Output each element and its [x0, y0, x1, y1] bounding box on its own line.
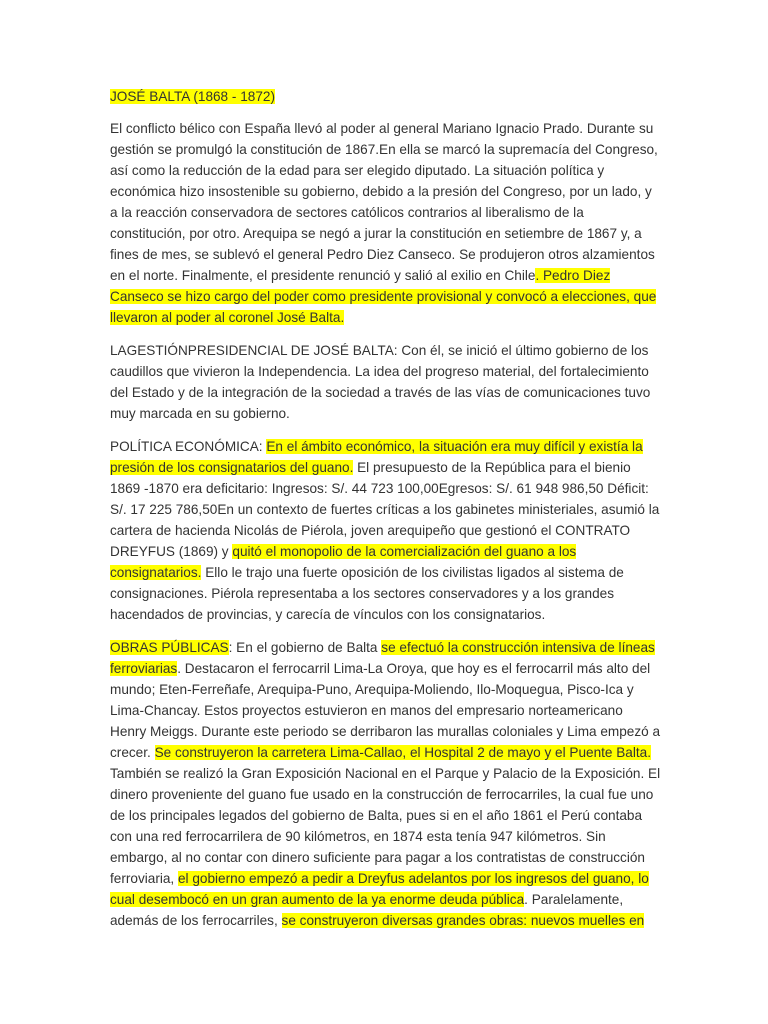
title-highlight: JOSÉ BALTA (1868 - 1872) [110, 89, 275, 104]
paragraph-text: LAGESTIÓNPRESIDENCIAL DE JOSÉ BALTA: Con él, se inició el último gobierno de los caudillos que vivieron la Independencia. La idea del progreso material, del fortalecimiento del Estado y de la integración de la sociedad a través de las vías de comunicaciones tuvo muy marcada en su gobierno. [110, 343, 651, 421]
paragraph-text: . Destacaron el ferrocarril Lima-La Oroya, que hoy es el ferrocarril más alto del mundo; Eten-Ferreñafe, Arequipa-Puno, Arequipa-Moliendo, Ilo-Moquegua, Pisco-Ica y Lima-Chancay. Estos proyectos estuvieron en manos del empresario norteamericano Henry Meiggs. Durante este periodo se derribaron las murallas coloniales y Lima empezó a crecer. [110, 661, 661, 760]
paragraph-text: El presupuesto de la República para el bienio 1869 -1870 era deficitario: Ingresos: S/. 44 723 100,00Egresos: S/. 61 948 986,50 Déficit: S/. 17 225 786,50En un contexto de fuertes críticas a los gabinetes ministeriales, asumió la cartera de hacienda Nicolás de Piérola, joven arequipeño que gestionó el CONTRATO DREYFUS (1869) y [110, 460, 660, 559]
highlighted-text: se efectuó la construcción intensiva de líneas ferroviarias [110, 640, 655, 676]
highlighted-text: el gobierno empezó a pedir a Dreyfus adelantos por los ingresos del guano, lo cual desembocó en un gran aumento de la ya enorme deuda pública [110, 871, 649, 907]
highlighted-text: En el ámbito económico, la situación era muy difícil y existía la presión de los consignatarios del guano. [110, 439, 643, 475]
section-title [110, 86, 662, 107]
paragraph-gestion [110, 340, 662, 424]
section-label: POLÍTICA ECONÓMICA: [110, 439, 267, 454]
paragraph-text: . Paralelamente, además de los ferrocarriles, [110, 892, 624, 928]
paragraph-conflicto [110, 118, 662, 328]
paragraph-obras-publicas [110, 637, 662, 931]
paragraph-text: El conflicto bélico con España llevó al poder al general Mariano Ignacio Prado. Durante su gestión se promulgó la constitución de 1867.En ella se marcó la supremacía del Congreso, así como la reducción de la edad para ser elegido diputado. La situación política y económica hizo insostenible su gobierno, debido a la presión del Congreso, por un lado, y a la reacción conservadora de sectores católicos contrarios al liberalismo de la constitución, por otro. Arequipa se negó a jurar la constitución en setiembre de 1867 y, a fines de mes, se sublevó el general Pedro Diez Canseco. Se produjeron otros alzamientos en el norte. Finalmente, el presidente renunció y salió al exilio en Chile [110, 121, 658, 283]
highlighted-text: quitó el monopolio de la comercialización del guano a los consignatarios. [110, 544, 577, 580]
section-label-highlight: OBRAS PÚBLICAS [110, 640, 229, 655]
paragraph-text: También se realizó la Gran Exposición Nacional en el Parque y Palacio de la Exposición. El dinero proveniente del guano fue usado en la construcción de ferrocarriles, la cual fue uno de los principales legados del gobierno de Balta, pues si en el año 1861 el Perú contaba con una red ferrocarrilera de 90 kilómetros, en 1874 esta tenía 947 kilómetros. Sin embargo, al no contar con dinero suficiente para pagar a los contratistas de construcción ferroviaria, [110, 766, 661, 886]
highlighted-text: . Pedro Diez Canseco se hizo cargo del poder como presidente provisional y convocó a elecciones, que llevaron al poder al coronel José Balta. [110, 268, 657, 325]
document-body [110, 86, 662, 943]
highlighted-text: se construyeron diversas grandes obras: nuevos muelles en [281, 913, 645, 928]
highlighted-text: Se construyeron la carretera Lima-Callao, el Hospital 2 de mayo y el Puente Balta. [154, 745, 652, 760]
paragraph-politica-economica [110, 436, 662, 625]
paragraph-text: : En el gobierno de Balta [228, 640, 382, 655]
paragraph-text: Ello le trajo una fuerte oposición de los civilistas ligados al sistema de consignaciones. Piérola representaba a los sectores conservadores y a los grandes hacendados de provincias, y carecía de vínculos con los consignatarios. [110, 565, 624, 622]
